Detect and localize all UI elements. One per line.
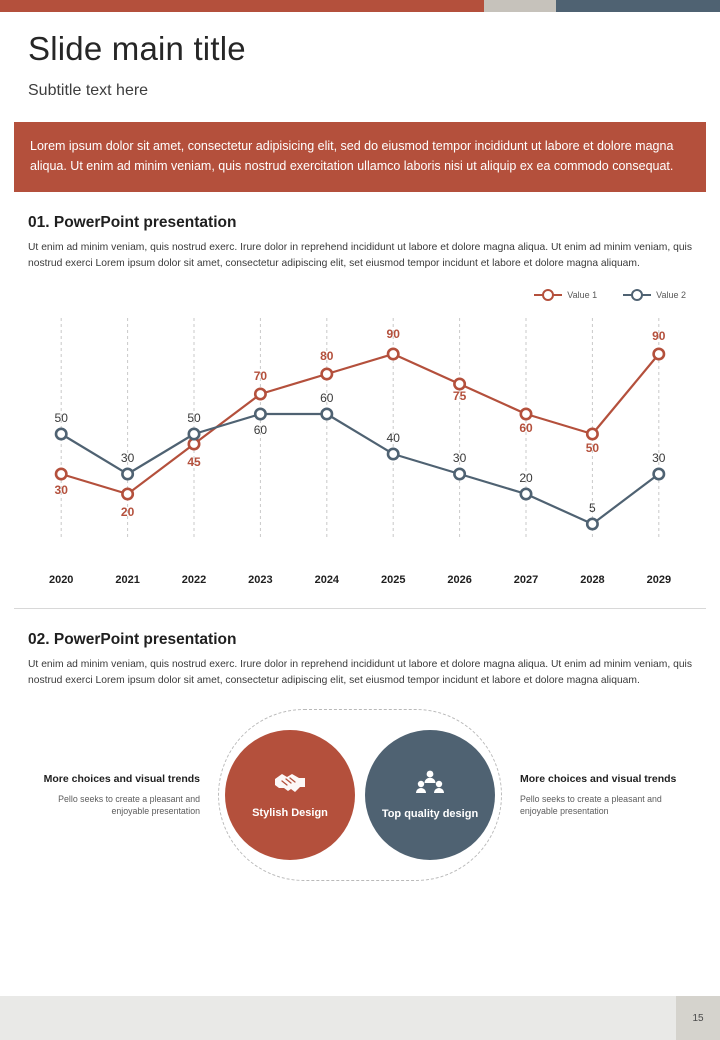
svg-text:30: 30 <box>54 483 68 498</box>
topbar-segment-gray <box>484 0 556 12</box>
svg-text:60: 60 <box>320 391 334 406</box>
left-feature-text <box>34 772 214 818</box>
legend-label-value2: Value 2 <box>656 290 686 301</box>
people-group-icon <box>413 769 447 802</box>
legend-label-value1: Value 1 <box>567 290 598 301</box>
legend-item-value1[interactable] <box>534 290 597 300</box>
svg-text:40: 40 <box>386 431 400 446</box>
feature-circle-label: Stylish Design <box>252 806 328 819</box>
svg-text:50: 50 <box>54 411 68 426</box>
x-tick: 2027 <box>513 574 539 587</box>
svg-text:20: 20 <box>120 505 135 520</box>
svg-text:30: 30 <box>452 451 467 466</box>
svg-text:60: 60 <box>519 421 533 436</box>
circle-pair <box>214 715 506 875</box>
x-tick: 2020 <box>48 574 74 587</box>
section-01-heading: 01. PowerPoint presentation <box>28 214 237 232</box>
svg-text:50: 50 <box>585 441 600 456</box>
page-title: Slide main title <box>28 30 246 67</box>
section-01-body: Ut enim ad minim veniam, quis nostrud exerc. Irure dolor in reprehend incididunt ut labore et dolore magna aliqua. Ut enim ad minim veniam, quis nostrud exerci Lorem ipsum dolor sit amet, consectetur adipiscing elit, set eiusmod tempor incidunt et labore et dolore magna aliquam. <box>28 242 692 270</box>
intro-band: Lorem ipsum dolor sit amet, consectetur adipisicing elit, sed do eiusmod tempor incididunt ut labore et dolore magna aliqua. Ut enim ad minim veniam, quis nostrud exercitation ullamco laboris nisi ut aliquip ex ea commodo consequat. <box>14 122 706 193</box>
x-tick: 2026 <box>447 574 472 587</box>
svg-text:75: 75 <box>452 389 467 404</box>
page-number: 15 <box>676 996 720 1040</box>
x-tick: 2024 <box>314 574 340 587</box>
page-subtitle: Subtitle text here <box>28 81 149 99</box>
x-tick: 2021 <box>115 574 140 587</box>
footer-bar <box>0 996 720 1040</box>
svg-text:90: 90 <box>652 329 666 344</box>
section-02-heading: 02. PowerPoint presentation <box>28 631 237 649</box>
section-divider <box>14 608 706 609</box>
title-zone <box>0 12 720 100</box>
svg-text:45: 45 <box>187 455 201 470</box>
left-feature-desc: Pello seeks to create a pleasant and enjoyable presentation <box>58 793 200 817</box>
top-decorative-bar <box>0 0 720 12</box>
svg-text:70: 70 <box>253 369 268 384</box>
feature-circles-area <box>0 715 720 875</box>
legend-swatch-value2 <box>623 294 651 296</box>
line-chart-canvas <box>0 306 720 556</box>
feature-circle-top-quality-design[interactable] <box>365 730 495 860</box>
svg-text:30: 30 <box>120 451 135 466</box>
topbar-segment-red <box>0 0 484 12</box>
x-tick: 2022 <box>181 574 207 587</box>
feature-circle-stylish-design[interactable] <box>225 730 355 860</box>
topbar-segment-blue <box>556 0 720 12</box>
x-tick: 2028 <box>580 574 605 587</box>
section-02-body: Ut enim ad minim veniam, quis nostrud exerc. Irure dolor in reprehend incididunt ut labore et dolore magna aliqua. Ut enim ad minim veniam, quis nostrud exerci Lorem ipsum dolor sit amet, consectetur adipiscing elit, set eiusmod tempor incidunt et labore et dolore magna aliquam. <box>28 659 692 687</box>
x-tick: 2029 <box>646 574 672 587</box>
section-01 <box>0 214 720 272</box>
chart-x-axis <box>0 574 720 586</box>
chart-legend <box>0 290 686 300</box>
handshake-icon <box>273 770 307 801</box>
svg-text:30: 30 <box>652 451 666 466</box>
x-tick: 2023 <box>248 574 273 587</box>
right-feature-title: More choices and visual trends <box>520 773 677 786</box>
x-tick: 2025 <box>380 574 406 587</box>
right-feature-desc: Pello seeks to create a pleasant and enjoyable presentation <box>520 793 662 817</box>
feature-circle-label: Top quality design <box>381 807 479 820</box>
section-02 <box>0 631 720 689</box>
line-chart <box>0 306 720 574</box>
svg-text:5: 5 <box>589 501 596 516</box>
legend-swatch-value1 <box>534 294 562 296</box>
legend-item-value2[interactable] <box>623 290 686 300</box>
svg-text:50: 50 <box>187 411 201 426</box>
svg-text:90: 90 <box>386 327 400 342</box>
svg-text:20: 20 <box>519 471 533 486</box>
svg-text:80: 80 <box>320 349 334 364</box>
svg-text:60: 60 <box>253 423 268 438</box>
left-feature-title: More choices and visual trends <box>43 773 200 786</box>
right-feature-text <box>506 772 686 818</box>
